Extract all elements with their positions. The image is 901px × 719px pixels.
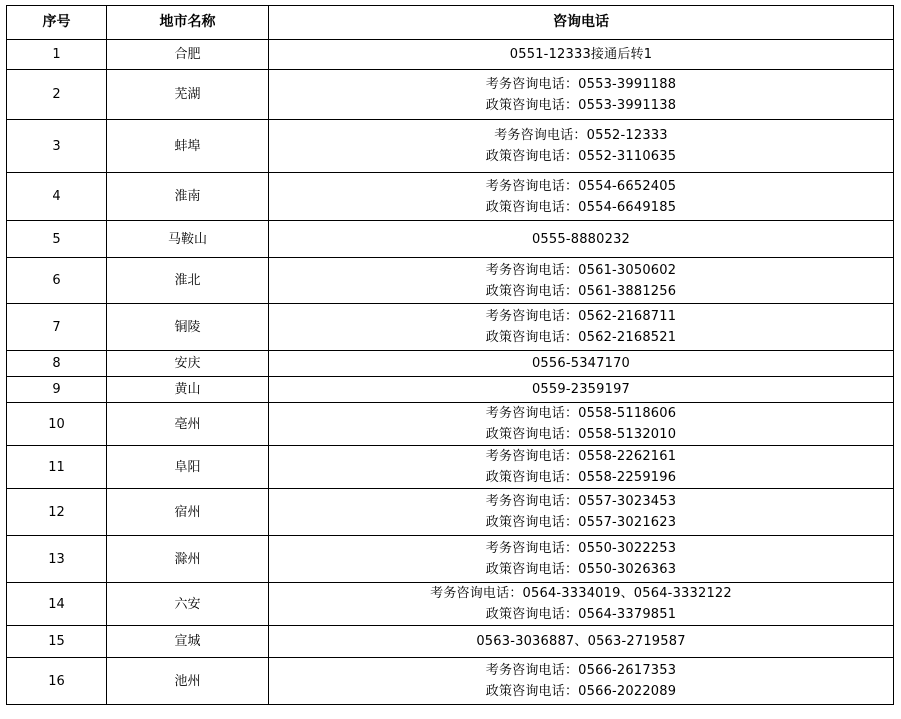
row-consult-phone bbox=[269, 40, 894, 70]
phone-line: 政策咨询电话：0564-3379851 bbox=[485, 607, 677, 622]
phone-line: 考务咨询电话：0550-3022253 bbox=[485, 541, 677, 556]
table-row bbox=[7, 377, 894, 403]
row-consult-phone bbox=[269, 377, 894, 403]
table-row bbox=[7, 403, 894, 446]
phone-line: 考务咨询电话：0553-3991188 bbox=[485, 76, 677, 92]
phone-line: 0559-2359197 bbox=[531, 382, 631, 397]
row-serial-number: 11 bbox=[7, 446, 107, 489]
phone-line: 0563-3036887、0563-2719587 bbox=[476, 634, 686, 649]
row-city-name: 六安 bbox=[107, 583, 269, 626]
table-row bbox=[7, 351, 894, 377]
phone-line: 政策咨询电话：0558-5132010 bbox=[485, 427, 677, 442]
table-row bbox=[7, 658, 894, 705]
phone-line: 考务咨询电话：0552-12333 bbox=[494, 128, 668, 143]
phone-line: 政策咨询电话：0558-2259196 bbox=[485, 470, 677, 485]
row-serial-number: 3 bbox=[7, 120, 107, 173]
row-consult-phone bbox=[269, 173, 894, 221]
row-city-name: 宣城 bbox=[107, 626, 269, 658]
phone-line: 政策咨询电话：0566-2022089 bbox=[485, 684, 677, 699]
table-row bbox=[7, 173, 894, 221]
row-consult-phone bbox=[269, 626, 894, 658]
header-consult-phone: 咨询电话 bbox=[269, 6, 894, 40]
row-serial-number: 7 bbox=[7, 304, 107, 351]
contact-phone-table bbox=[6, 5, 894, 705]
row-serial-number: 9 bbox=[7, 377, 107, 403]
row-serial-number: 14 bbox=[7, 583, 107, 626]
phone-line: 考务咨询电话：0557-3023453 bbox=[485, 494, 677, 509]
row-city-name: 芜湖 bbox=[107, 70, 269, 120]
row-serial-number: 2 bbox=[7, 70, 107, 120]
phone-line: 政策咨询电话：0562-2168521 bbox=[485, 330, 677, 345]
table-row bbox=[7, 626, 894, 658]
table-row bbox=[7, 40, 894, 70]
row-serial-number: 1 bbox=[7, 40, 107, 70]
phone-line: 政策咨询电话：0550-3026363 bbox=[485, 562, 677, 577]
row-serial-number: 12 bbox=[7, 489, 107, 536]
row-city-name: 亳州 bbox=[107, 403, 269, 446]
table-row bbox=[7, 70, 894, 120]
phone-line: 0551-12333接通后转1 bbox=[509, 47, 653, 62]
row-city-name: 铜陵 bbox=[107, 304, 269, 351]
phone-line: 0556-5347170 bbox=[531, 356, 631, 371]
table-row bbox=[7, 221, 894, 258]
row-city-name: 淮北 bbox=[107, 258, 269, 304]
row-city-name: 黄山 bbox=[107, 377, 269, 403]
row-consult-phone bbox=[269, 120, 894, 173]
header-row bbox=[7, 6, 894, 40]
row-serial-number: 6 bbox=[7, 258, 107, 304]
row-city-name: 池州 bbox=[107, 658, 269, 705]
phone-line: 考务咨询电话：0554-6652405 bbox=[485, 178, 677, 194]
row-serial-number: 13 bbox=[7, 536, 107, 583]
phone-line: 考务咨询电话：0566-2617353 bbox=[485, 663, 677, 678]
row-consult-phone bbox=[269, 258, 894, 304]
phone-line: 考务咨询电话：0561-3050602 bbox=[485, 262, 677, 278]
row-consult-phone bbox=[269, 403, 894, 446]
row-serial-number: 4 bbox=[7, 173, 107, 221]
row-city-name: 宿州 bbox=[107, 489, 269, 536]
phone-line: 考务咨询电话：0558-2262161 bbox=[485, 449, 677, 464]
row-city-name: 安庆 bbox=[107, 351, 269, 377]
row-consult-phone bbox=[269, 489, 894, 536]
row-city-name: 合肥 bbox=[107, 40, 269, 70]
row-consult-phone bbox=[269, 70, 894, 120]
row-consult-phone bbox=[269, 221, 894, 258]
table-row bbox=[7, 489, 894, 536]
row-consult-phone bbox=[269, 583, 894, 626]
phone-line: 政策咨询电话：0557-3021623 bbox=[485, 515, 677, 530]
row-consult-phone bbox=[269, 351, 894, 377]
row-city-name: 淮南 bbox=[107, 173, 269, 221]
row-city-name: 阜阳 bbox=[107, 446, 269, 489]
row-serial-number: 10 bbox=[7, 403, 107, 446]
phone-line: 考务咨询电话：0558-5118606 bbox=[485, 406, 677, 421]
row-city-name: 马鞍山 bbox=[107, 221, 269, 258]
phone-line: 考务咨询电话：0562-2168711 bbox=[485, 309, 677, 324]
row-consult-phone bbox=[269, 658, 894, 705]
table-row bbox=[7, 258, 894, 304]
table-row bbox=[7, 583, 894, 626]
phone-line: 政策咨询电话：0554-6649185 bbox=[485, 199, 677, 215]
row-city-name: 滁州 bbox=[107, 536, 269, 583]
row-consult-phone bbox=[269, 536, 894, 583]
table-row bbox=[7, 446, 894, 489]
row-city-name: 蚌埠 bbox=[107, 120, 269, 173]
row-consult-phone bbox=[269, 304, 894, 351]
row-serial-number: 8 bbox=[7, 351, 107, 377]
header-city-name: 地市名称 bbox=[107, 6, 269, 40]
phone-line: 政策咨询电话：0553-3991138 bbox=[485, 97, 677, 113]
phone-line: 0555-8880232 bbox=[531, 231, 631, 247]
phone-line: 政策咨询电话：0552-3110635 bbox=[485, 149, 677, 164]
row-serial-number: 16 bbox=[7, 658, 107, 705]
phone-line: 考务咨询电话：0564-3334019、0564-3332122 bbox=[430, 586, 732, 601]
table-row bbox=[7, 120, 894, 173]
phone-line: 政策咨询电话：0561-3881256 bbox=[485, 283, 677, 299]
row-serial-number: 15 bbox=[7, 626, 107, 658]
table-row bbox=[7, 536, 894, 583]
row-consult-phone bbox=[269, 446, 894, 489]
table-row bbox=[7, 304, 894, 351]
row-serial-number: 5 bbox=[7, 221, 107, 258]
header-serial-number: 序号 bbox=[7, 6, 107, 40]
